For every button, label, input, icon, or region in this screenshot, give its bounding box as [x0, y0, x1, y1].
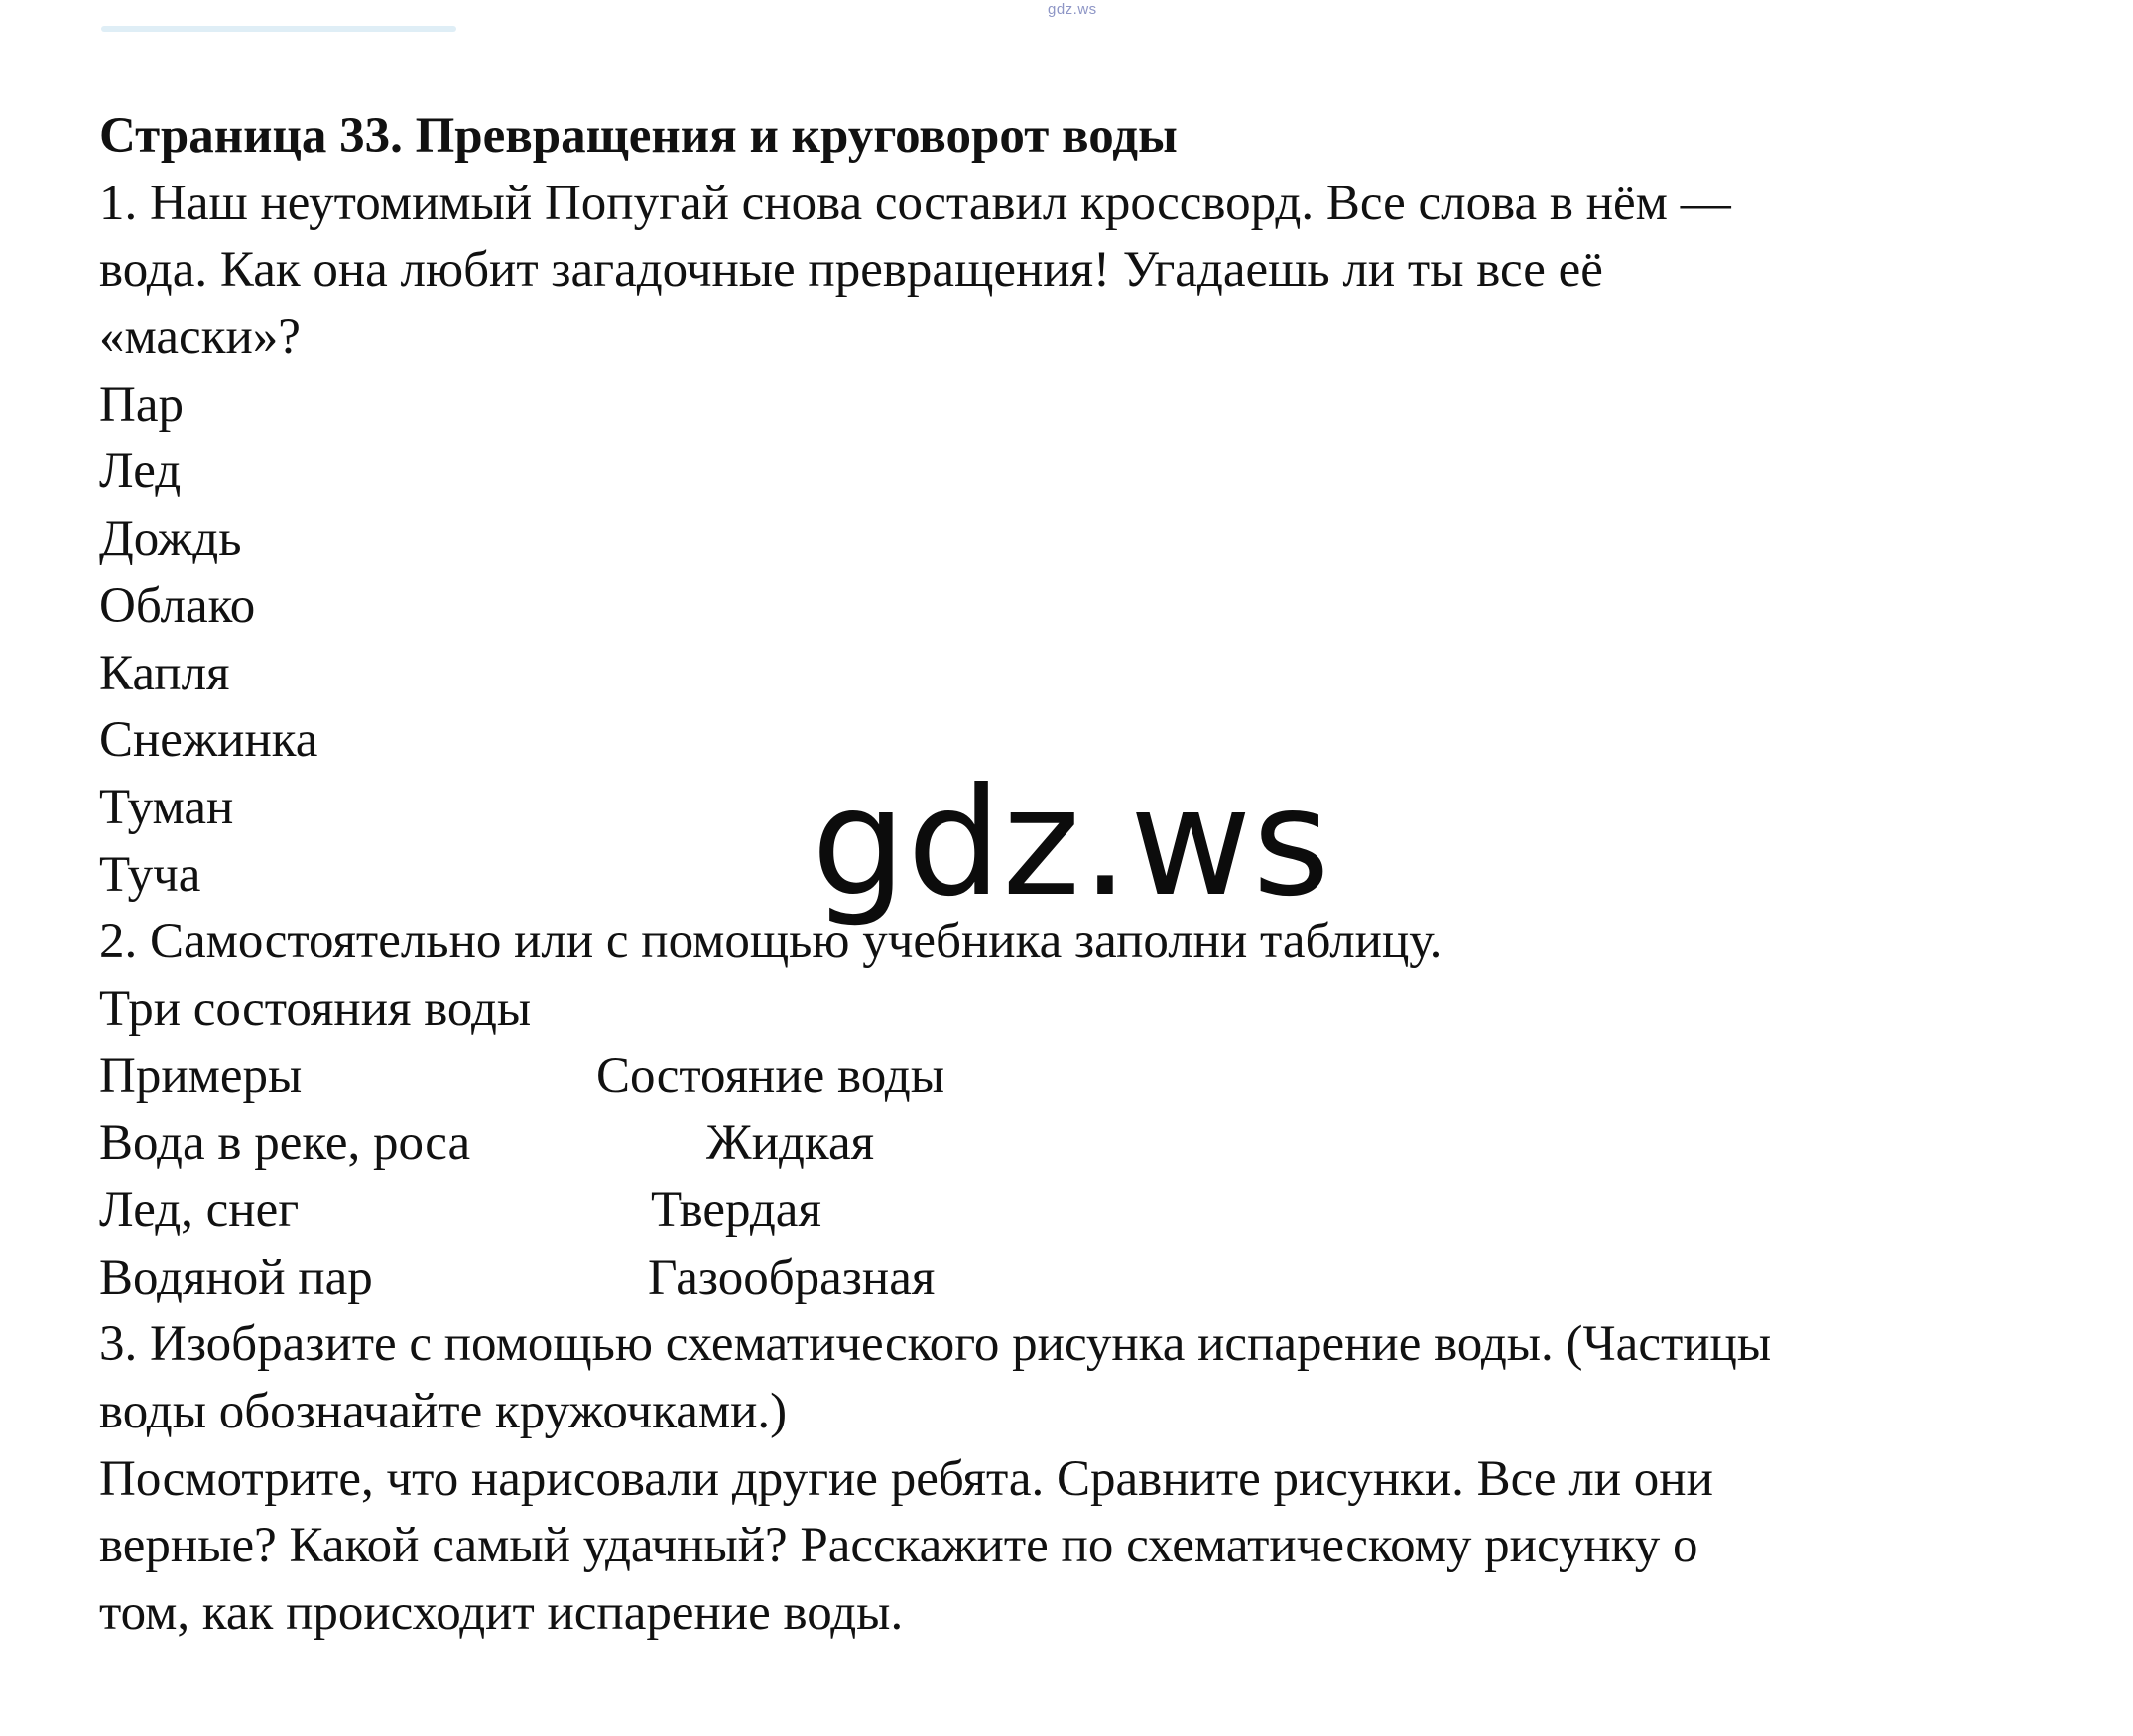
table-row [99, 1110, 2064, 1178]
task-3-line: верные? Какой самый удачный? Расскажите по схематическому рисунку о [99, 1518, 1698, 1574]
top-decorative-stripe [101, 26, 456, 32]
task-3-line: том, как происходит испарение воды. [99, 1585, 904, 1642]
answer-word: Снежинка [99, 712, 318, 769]
row-state: Жидкая [706, 1115, 875, 1172]
table-row [99, 1178, 2064, 1245]
watermark-logo: gdz.ws [812, 757, 1331, 930]
answer-word: Облако [99, 577, 256, 634]
row-examples: Вода в реке, роса [99, 1115, 471, 1172]
header-watermark-text: gdz.ws [1048, 1, 1097, 18]
row-examples: Водяной пар [99, 1249, 373, 1305]
task-2-prompt: 2. Самостоятельно или с помощью учебника заполни таблицу. [99, 914, 1443, 970]
answer-word: Туман [99, 779, 234, 835]
task-3-line: 3. Изобразите с помощью схематического рисунка испарение воды. (Частицы [99, 1316, 1772, 1373]
header-state: Состояние воды [596, 1048, 944, 1104]
task-3-line: воды обозначайте кружочками.) [99, 1384, 788, 1440]
table-row [99, 1245, 2064, 1312]
task-1-line: 1. Наш неутомимый Попугай снова составил кроссворд. Все слова в нём — [99, 175, 1731, 231]
task-2 [99, 909, 2064, 1311]
answer-word: Пар [99, 376, 184, 433]
task-3 [99, 1311, 2064, 1647]
task-1-line: «маски»? [99, 310, 301, 366]
answer-word: Дождь [99, 511, 242, 567]
table-header-row [99, 1044, 2064, 1111]
task-1-line: вода. Как она любит загадочные превращения! Угадаешь ли ты все её [99, 242, 1603, 299]
table-title: Три состояния воды [99, 980, 532, 1037]
row-examples: Лед, снег [99, 1182, 300, 1238]
answer-word: Лед [99, 443, 182, 500]
row-state: Твердая [651, 1182, 821, 1238]
task-3-line: Посмотрите, что нарисовали другие ребята. Сравните рисунки. Все ли они [99, 1450, 1713, 1507]
row-state: Газообразная [648, 1249, 936, 1305]
header-examples: Примеры [99, 1048, 303, 1104]
page-title: Страница 33. Превращения и круговорот воды [99, 108, 1178, 164]
answer-word: Туча [99, 846, 201, 903]
answer-word: Капля [99, 645, 230, 701]
